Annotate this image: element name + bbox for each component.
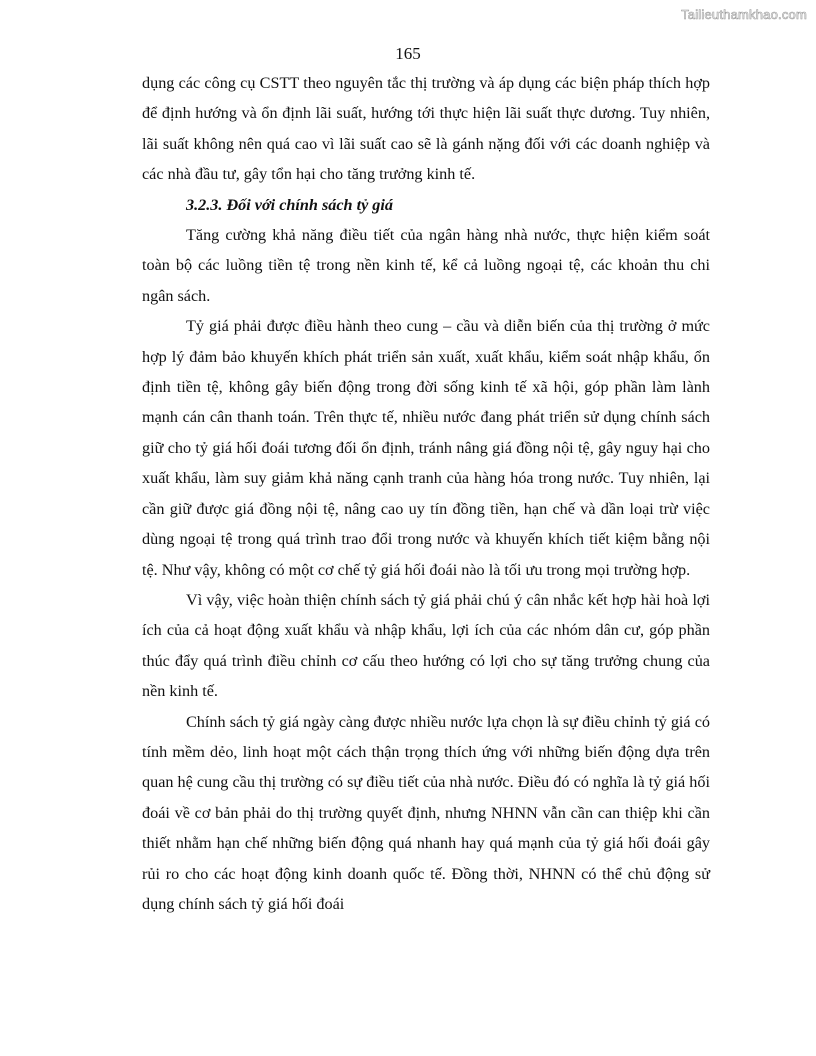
- paragraph: Vì vậy, việc hoàn thiện chính sách tỷ giá phải chú ý cân nhắc kết hợp hài hoà lợi ích của cả hoạt động xuất khẩu và nhập khẩu, lợi ích của các nhóm dân cư, góp phần thúc đẩy quá trình điều chỉnh cơ cấu theo hướng có lợi cho sự tăng trưởng chung của nền kinh tế.: [142, 590, 710, 701]
- watermark-text: Tailieuthamkhao.com: [681, 7, 807, 22]
- paragraph: Tăng cường khả năng điều tiết của ngân hàng nhà nước, thực hiện kiểm soát toàn bộ các luồng tiền tệ trong nền kinh tế, kể cả luồng ngoại tệ, các khoản thu chi ngân sách.: [142, 226, 710, 305]
- page-number: 165: [395, 44, 421, 63]
- paragraph-continuation: dụng các công cụ CSTT theo nguyên tắc thị trường và áp dụng các biện pháp thích hợp để định hướng và ổn định lãi suất, hướng tới thực hiện lãi suất thực dương. Tuy nhiên, lãi suất không nên quá cao vì lãi suất cao sẽ là gánh nặng đối với các doanh nghiệp và các nhà đầu tư, gây tổn hại cho tăng trưởng kinh tế.: [142, 74, 710, 184]
- paragraph: Tỷ giá phải được điều hành theo cung – cầu và diễn biến của thị trường ở mức hợp lý đảm bảo khuyến khích phát triển sản xuất, xuất khẩu, kiểm soát nhập khẩu, ổn định tiền tệ, không gây biến động trong đời sống kinh tế xã hội, góp phần làm lành mạnh cán cân thanh toán. Trên thực tế, nhiều nước đang phát triển sử dụng chính sách giữ cho tỷ giá hối đoái tương đối ổn định, tránh nâng giá đồng nội tệ, gây nguy hại cho xuất khẩu, làm suy giảm khả năng cạnh tranh của hàng hóa trong nước. Tuy nhiên, lại cần giữ được giá đồng nội tệ, nâng cao uy tín đồng tiền, hạn chế và dần loại trừ việc dùng ngoại tệ trong quá trình trao đổi trong nước và khuyến khích tiết kiệm bằng nội tệ. Như vậy, không có một cơ chế tỷ giá hối đoái nào là tối ưu trong mọi trường hợp.: [142, 317, 710, 579]
- section-heading: 3.2.3. Đối với chính sách tỷ giá: [186, 195, 393, 214]
- document-body: [142, 68, 710, 919]
- paragraph: Chính sách tỷ giá ngày càng được nhiều nước lựa chọn là sự điều chỉnh tỷ giá có tính mềm dẻo, linh hoạt một cách thận trọng thích ứng với những biến động dựa trên quan hệ cung cầu thị trường có sự điều tiết của nhà nước. Điều đó có nghĩa là tỷ giá hối đoái về cơ bản phải do thị trường quyết định, nhưng NHNN vẫn cần can thiệp khi cần thiết nhằm hạn chế những biến động quá nhanh hay quá mạnh của tỷ giá hối đoái gây rủi ro cho các hoạt động kinh doanh quốc tế. Đồng thời, NHNN có thể chủ động sử dụng chính sách tỷ giá hối đoái: [142, 712, 710, 913]
